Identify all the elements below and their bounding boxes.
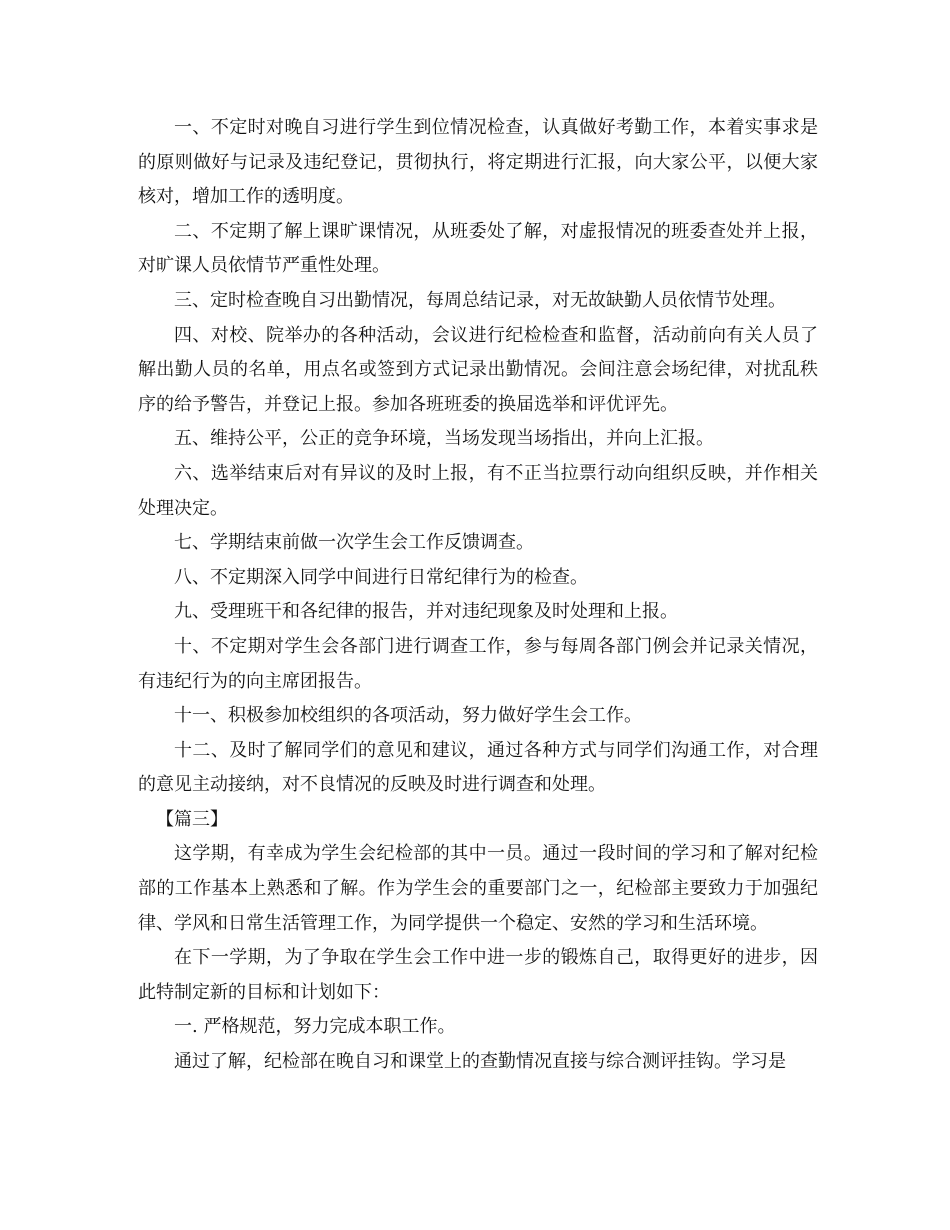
section-paragraph-body: 通过了解，纪检部在晚自习和课堂上的查勤情况直接与综合测评挂钩。学习是 (174, 1051, 786, 1073)
paragraph-item-10: 十、不定期对学生会各部门进行调查工作，参与每周各部门例会并记录关情况，有违纪行为的向主席团报告。 (138, 635, 818, 692)
section-heading: 【篇三】 (156, 808, 228, 830)
paragraph-item-5: 五、维持公平，公正的竞争环境，当场发现当场指出，并向上汇报。 (174, 428, 714, 450)
paragraph-item-8: 八、不定期深入同学中间进行日常纪律行为的检查。 (174, 566, 588, 588)
section-paragraph-plan: 在下一学期，为了争取在学生会工作中进一步的锻炼自己，取得更好的进步，因此特制定新的目标和计划如下： (138, 947, 818, 1003)
paragraph-item-6: 六、选举结束后对有异议的及时上报，有不正当拉票行动向组织反映，并作相关处理决定。 (138, 462, 818, 519)
paragraph-item-9: 九、受理班干和各纪律的报告，并对违纪现象及时处理和上报。 (174, 601, 678, 623)
paragraph-item-4: 四、对校、院举办的各种活动，会议进行纪检检查和监督，活动前向有关人员了解出勤人员的名单，用点名或签到方式记录出勤情况。会间注意会场纪律，对扰乱秩序的给予警告，并登记上报。参加各班班委的换届选举和评优评先。 (138, 324, 818, 415)
paragraph-item-3: 三、定时检查晚自习出勤情况，每周总结记录，对无故缺勤人员依情节处理。 (174, 289, 786, 311)
document-body (138, 111, 818, 1080)
paragraph-item-1: 一、不定时对晚自习进行学生到位情况检查，认真做好考勤工作，本着实事求是的原则做好与记录及违纪登记，贯彻执行，将定期进行汇报，向大家公平，以便大家核对，增加工作的透明度。 (138, 117, 818, 208)
section-paragraph-intro: 这学期，有幸成为学生会纪检部的其中一员。通过一段时间的学习和了解对纪检部的工作基本上熟悉和了解。作为学生会的重要部门之一，纪检部主要致力于加强纪律、学风和日常生活管理工作，为同学提供一个稳定、安然的学习和生活环境。 (138, 843, 818, 934)
paragraph-item-7: 七、学期结束前做一次学生会工作反馈调查。 (174, 532, 534, 554)
paragraph-item-11: 十一、积极参加校组织的各项活动，努力做好学生会工作。 (174, 705, 642, 727)
paragraph-item-12: 十二、及时了解同学们的意见和建议，通过各种方式与同学们沟通工作，对合理的意见主动接纳，对不良情况的反映及时进行调查和处理。 (138, 739, 818, 796)
paragraph-item-2: 二、不定期了解上课旷课情况，从班委处了解，对虚报情况的班委查处并上报，对旷课人员依情节严重性处理。 (138, 220, 818, 277)
section-subheading: 一. 严格规范，努力完成本职工作。 (174, 1016, 456, 1038)
